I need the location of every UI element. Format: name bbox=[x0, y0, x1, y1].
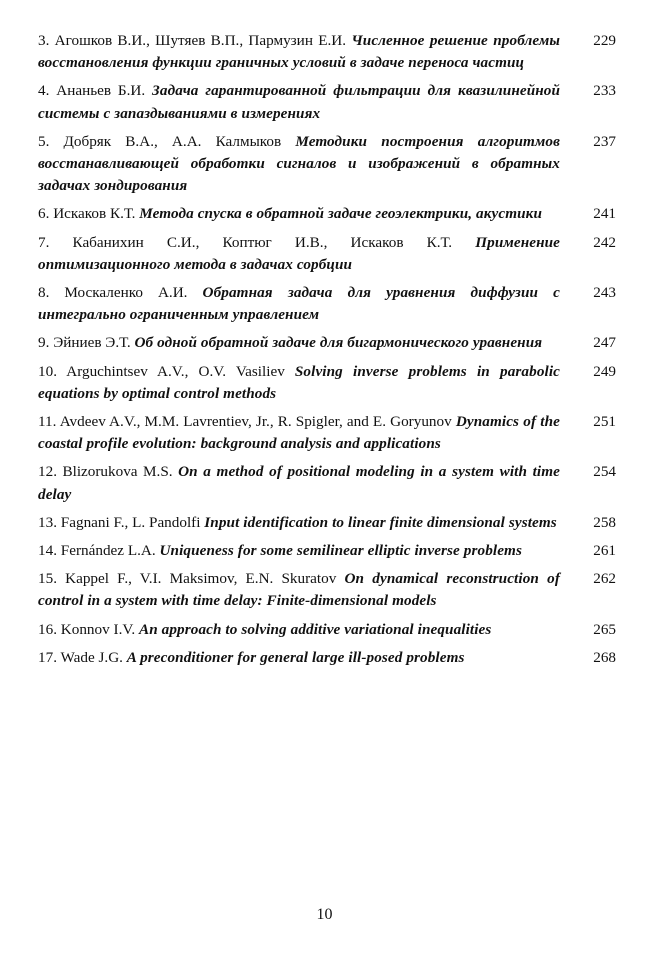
entry-page: 242 bbox=[593, 233, 616, 251]
toc-entry bbox=[38, 540, 616, 562]
entry-authors: Ананьев Б.И. bbox=[56, 82, 146, 100]
entry-authors: Искаков К.Т. bbox=[53, 205, 136, 223]
entry-page: 241 bbox=[593, 205, 616, 223]
entry-number: 14. bbox=[38, 542, 57, 560]
entry-title: Uniqueness for some semilinear elliptic inverse problems bbox=[159, 542, 522, 560]
entry-authors: Эйниев Э.Т. bbox=[53, 334, 131, 352]
entry-authors: Fagnani F., L. Pandolfi bbox=[60, 513, 201, 531]
toc-entry bbox=[38, 568, 616, 612]
entry-page: 243 bbox=[593, 284, 616, 302]
entry-title: Методики построения алгоритмов восстанавливающей обработки сигналов и изображений в обратных задачах зондирования bbox=[38, 132, 560, 195]
entry-page: 254 bbox=[593, 463, 616, 481]
entry-authors: Blizorukova M.S. bbox=[62, 463, 173, 481]
toc-entry bbox=[38, 411, 616, 455]
entry-title: An approach to solving additive variational inequalities bbox=[138, 620, 492, 638]
entry-title: On dynamical reconstruction of control in a system with time delay: Finite-dimensional models bbox=[38, 570, 561, 610]
entry-authors: Добряк В.А., А.А. Калмыков bbox=[63, 132, 282, 150]
entry-title: On a method of positional modeling in a system with time delay bbox=[38, 463, 560, 503]
entry-number: 10. bbox=[38, 362, 57, 380]
entry-authors: Агошков В.И., Шутяев В.П., Пармузин Е.И. bbox=[54, 32, 347, 49]
entry-page: 249 bbox=[593, 362, 616, 380]
entry-authors: Arguchintsev A.V., O.V. Vasiliev bbox=[66, 362, 285, 380]
entry-page: 262 bbox=[593, 570, 616, 588]
entry-number: 9. bbox=[38, 334, 50, 352]
entry-title: Метода спуска в обратной задаче геоэлектрики, акустики bbox=[139, 205, 543, 223]
toc-entry bbox=[38, 131, 616, 198]
entry-number: 5. bbox=[38, 132, 50, 150]
entry-title: Dynamics of the coastal profile evolution: background analysis and applications bbox=[38, 413, 561, 453]
entry-title: Input identification to linear finite dimensional systems bbox=[204, 513, 557, 531]
entry-page: 247 bbox=[593, 334, 616, 352]
toc-entry bbox=[38, 282, 616, 326]
entry-number: 7. bbox=[38, 233, 50, 251]
entry-authors: Fernández L.A. bbox=[60, 542, 156, 560]
entry-title: Об одной обратной задаче для бигармонического уравнения bbox=[134, 334, 543, 352]
entry-number: 12. bbox=[38, 463, 57, 481]
entry-page: 233 bbox=[593, 82, 616, 100]
table-of-contents bbox=[38, 30, 616, 675]
toc-entry bbox=[38, 461, 616, 505]
entry-authors: Konnov I.V. bbox=[60, 620, 136, 638]
entry-number: 11. bbox=[38, 413, 57, 431]
entry-page: 258 bbox=[593, 513, 616, 531]
toc-entry bbox=[38, 203, 616, 225]
toc-entry bbox=[38, 30, 616, 74]
entry-authors: Кабанихин С.И., Коптюг И.В., Искаков К.Т. bbox=[72, 233, 453, 251]
entry-authors: Kappel F., V.I. Maksimov, E.N. Skuratov bbox=[65, 570, 337, 588]
toc-entry bbox=[38, 647, 616, 669]
entry-number: 4. bbox=[38, 82, 50, 100]
entry-number: 8. bbox=[38, 284, 50, 302]
entry-number: 15. bbox=[38, 570, 57, 588]
entry-authors: Avdeev A.V., M.M. Lavrentiev, Jr., R. Spigler, and E. Goryunov bbox=[59, 413, 452, 431]
entry-page: 265 bbox=[593, 620, 616, 638]
entry-page: 261 bbox=[593, 542, 616, 560]
entry-title: Solving inverse problems in parabolic equations by optimal control methods bbox=[38, 362, 560, 402]
entry-title: A preconditioner for general large ill-posed problems bbox=[126, 648, 465, 666]
entry-title: Задача гарантированной фильтрации для квазилинейной системы с запаздываниями в измерениях bbox=[38, 82, 561, 122]
entry-authors: Москаленко А.И. bbox=[64, 284, 188, 302]
entry-number: 17. bbox=[38, 648, 57, 666]
entry-number: 6. bbox=[38, 205, 50, 223]
entry-authors: Wade J.G. bbox=[60, 648, 123, 666]
toc-entry bbox=[38, 80, 616, 124]
entry-number: 13. bbox=[38, 513, 57, 531]
toc-entry bbox=[38, 332, 616, 354]
entry-page: 229 bbox=[593, 32, 616, 49]
entry-title: Применение оптимизационного метода в задачах сорбции bbox=[38, 233, 561, 273]
page-number: 10 bbox=[316, 906, 333, 923]
entry-number: 16. bbox=[38, 620, 57, 638]
entry-number: 3. bbox=[38, 32, 50, 49]
entry-title: Обратная задача для уравнения диффузии с интегрально ограниченным управлением bbox=[38, 284, 561, 324]
toc-entry bbox=[38, 361, 616, 405]
entry-title: Численное решение проблемы восстановления функции граничных условий в задаче переноса частиц bbox=[38, 32, 560, 72]
entry-page: 251 bbox=[593, 413, 616, 431]
toc-entry bbox=[38, 512, 616, 534]
entry-page: 237 bbox=[593, 132, 616, 150]
toc-entry bbox=[38, 232, 616, 276]
entry-page: 268 bbox=[593, 648, 616, 666]
toc-entry bbox=[38, 619, 616, 641]
